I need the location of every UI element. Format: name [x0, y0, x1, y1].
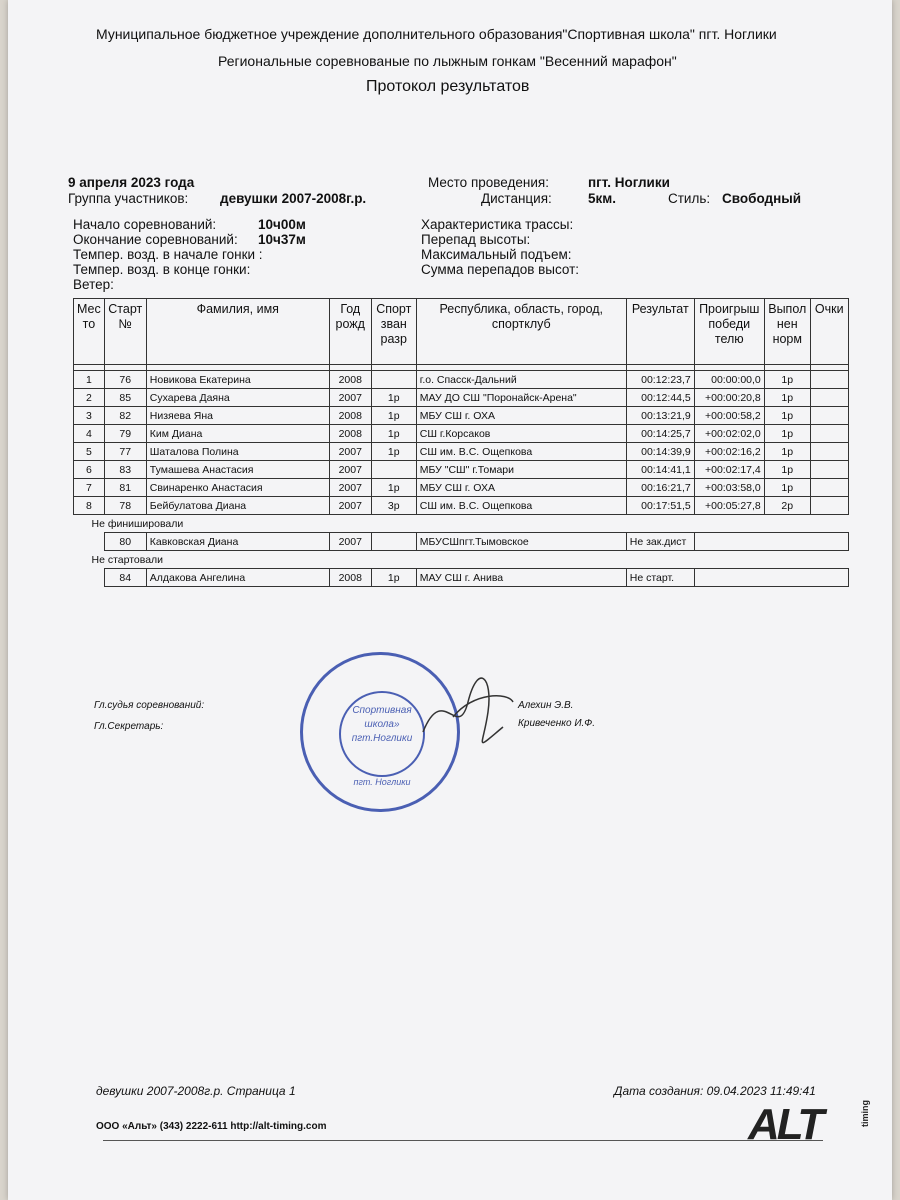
end-value: 10ч37м [258, 232, 306, 247]
cell-norm: 1р [764, 461, 810, 479]
table-row [74, 479, 849, 497]
cell-start: 80 [104, 533, 146, 551]
cell-empty [74, 569, 105, 587]
cell-rank: 1р [371, 407, 416, 425]
cell-name: Бейбулатова Диана [146, 497, 329, 515]
cell-behind: +00:00:58,2 [694, 407, 764, 425]
cell-points [810, 371, 848, 389]
cell-year: 2007 [329, 479, 371, 497]
cell-points [810, 389, 848, 407]
cell-year: 2008 [329, 407, 371, 425]
cell-name: Свинаренко Анастасия [146, 479, 329, 497]
cell-behind: +00:05:27,8 [694, 497, 764, 515]
cell-points [810, 479, 848, 497]
cell-behind: +00:02:02,0 [694, 425, 764, 443]
distance-value: 5км. [588, 191, 617, 206]
cell-start: 77 [104, 443, 146, 461]
cell-year: 2008 [329, 569, 371, 587]
table-row [74, 443, 849, 461]
cell-name: Кавковская Диана [146, 533, 329, 551]
stamp-line3: пгт.Ноглики [351, 733, 413, 744]
cell-place: 8 [74, 497, 105, 515]
cell-rank: 1р [371, 425, 416, 443]
cell-behind: 00:00:00,0 [694, 371, 764, 389]
judge-label: Гл.судья соревнований: [94, 700, 205, 711]
event-name: Региональные соревнованые по лыжным гонкам "Весенний марафон" [218, 53, 677, 69]
cell-result: 00:16:21,7 [626, 479, 694, 497]
group-value: девушки 2007-2008г.р. [220, 191, 367, 206]
cell-club: МБУ СШ г. ОХА [416, 407, 626, 425]
cell-rank: 1р [371, 479, 416, 497]
distance-label: Дистанция: [481, 191, 552, 206]
cell-rank: 1р [371, 389, 416, 407]
cell-club: МАУ ДО СШ "Поронайск-Арена" [416, 389, 626, 407]
cell-start: 82 [104, 407, 146, 425]
protocol-sheet [8, 0, 892, 1200]
cell-name: Новикова Екатерина [146, 371, 329, 389]
cell-result: 00:14:25,7 [626, 425, 694, 443]
cell-start: 83 [104, 461, 146, 479]
start-label: Начало соревнований: [73, 217, 217, 232]
cell-rank [371, 461, 416, 479]
table-row [74, 425, 849, 443]
signature-scribble [413, 672, 523, 762]
footer-created: Дата создания: 09.04.2023 11:49:41 [614, 1084, 816, 1098]
group-label: Группа участников: [68, 191, 189, 206]
cell-behind: +00:00:20,8 [694, 389, 764, 407]
table-row-dnf [74, 533, 849, 551]
cell-year: 2008 [329, 371, 371, 389]
start-value: 10ч00м [258, 217, 306, 232]
cell-start: 85 [104, 389, 146, 407]
cell-points [810, 407, 848, 425]
results-table [73, 298, 849, 587]
judge-name: Алехин Э.В. [518, 700, 574, 711]
place-label: Место проведения: [428, 175, 549, 190]
style-label: Стиль: [668, 191, 711, 206]
stamp-line1: Спортивная [352, 705, 412, 716]
cell-result: Не старт. [626, 569, 694, 587]
footer-divider [103, 1140, 823, 1141]
cell-place: 5 [74, 443, 105, 461]
cell-name: Шаталова Полина [146, 443, 329, 461]
drop-label: Перепад высоты: [421, 232, 531, 247]
temp-start-label: Темпер. возд. в начале гонки : [73, 247, 263, 262]
secretary-label: Гл.Секретарь: [94, 721, 164, 732]
cell-points [810, 425, 848, 443]
table-row [74, 461, 849, 479]
cell-name: Низяева Яна [146, 407, 329, 425]
cell-norm: 1р [764, 443, 810, 461]
cell-result: Не зак.дист [626, 533, 694, 551]
cell-club: СШ им. В.С. Ощепкова [416, 497, 626, 515]
temp-end-label: Темпер. возд. в конце гонки: [73, 262, 251, 277]
table-row [74, 497, 849, 515]
cell-place: 4 [74, 425, 105, 443]
org-name: Муниципальное бюджетное учреждение дополнительного образования"Спортивная школа" пгт. Ноглики [96, 26, 777, 42]
cell-norm: 1р [764, 425, 810, 443]
cell-name: Тумашева Анастасия [146, 461, 329, 479]
col-start: Старт № [104, 299, 146, 365]
cell-rank [371, 533, 416, 551]
cell-result: 00:12:44,5 [626, 389, 694, 407]
climb-label: Максимальный подъем: [421, 247, 572, 262]
cell-name: Ким Диана [146, 425, 329, 443]
sum-label: Сумма перепадов высот: [421, 262, 580, 277]
cell-behind: +00:02:16,2 [694, 443, 764, 461]
end-label: Окончание соревнований: [73, 232, 238, 247]
dnf-group-row [74, 515, 849, 533]
cell-name: Сухарева Даяна [146, 389, 329, 407]
alt-logo-small: timing [860, 1100, 870, 1127]
col-points: Очки [810, 299, 848, 365]
style-value: Свободный [722, 191, 802, 206]
cell-club: МБУСШпгт.Тымовское [416, 533, 626, 551]
cell-club: МБУ СШ г. ОХА [416, 479, 626, 497]
place-value: пгт. Ноглики [588, 175, 670, 190]
cell-place: 3 [74, 407, 105, 425]
cell-club: г.о. Спасск-Дальний [416, 371, 626, 389]
cell-club: МАУ СШ г. Анива [416, 569, 626, 587]
cell-norm: 1р [764, 389, 810, 407]
col-place: Мес то [74, 299, 105, 365]
cell-name: Алдакова Ангелина [146, 569, 329, 587]
table-header-row [74, 299, 849, 365]
event-date: 9 апреля 2023 года [68, 175, 195, 190]
cell-result: 00:14:41,1 [626, 461, 694, 479]
footer-company: ООО «Альт» (343) 2222-611 http://alt-timing.com [96, 1121, 327, 1132]
cell-empty [694, 533, 848, 551]
cell-norm: 2р [764, 497, 810, 515]
cell-rank [371, 371, 416, 389]
cell-start: 84 [104, 569, 146, 587]
table-row [74, 407, 849, 425]
col-result: Результат [626, 299, 694, 365]
cell-club: МБУ "СШ" г.Томари [416, 461, 626, 479]
col-name: Фамилия, имя [146, 299, 329, 365]
col-club: Республика, область, город, спортклуб [416, 299, 626, 365]
table-row [74, 389, 849, 407]
footer-page: девушки 2007-2008г.р. Страница 1 [96, 1084, 296, 1098]
cell-rank: 1р [371, 569, 416, 587]
cell-place: 1 [74, 371, 105, 389]
cell-norm: 1р [764, 479, 810, 497]
cell-place: 6 [74, 461, 105, 479]
cell-place: 7 [74, 479, 105, 497]
cell-points [810, 497, 848, 515]
cell-year: 2007 [329, 497, 371, 515]
stamp-bottom: пгт. Ноглики [353, 777, 411, 787]
cell-club: СШ им. В.С. Ощепкова [416, 443, 626, 461]
dnf-group-label: Не финишировали [91, 517, 184, 530]
cell-year: 2007 [329, 443, 371, 461]
cell-club: СШ г.Корсаков [416, 425, 626, 443]
cell-place: 2 [74, 389, 105, 407]
cell-start: 76 [104, 371, 146, 389]
stamp-line2: школа» [364, 719, 400, 730]
col-norm: Выпол нен норм [764, 299, 810, 365]
cell-result: 00:17:51,5 [626, 497, 694, 515]
col-rank: Спорт зван разр [371, 299, 416, 365]
wind-label: Ветер: [73, 277, 114, 292]
cell-empty [694, 569, 848, 587]
cell-rank: 1р [371, 443, 416, 461]
col-behind: Проигрыш победи телю [694, 299, 764, 365]
track-label: Характеристика трассы: [421, 217, 574, 232]
cell-year: 2008 [329, 425, 371, 443]
secretary-name: Кривеченко И.Ф. [518, 718, 595, 729]
alt-logo: ALT [748, 1100, 822, 1149]
cell-year: 2007 [329, 461, 371, 479]
cell-empty [74, 533, 105, 551]
cell-start: 81 [104, 479, 146, 497]
cell-rank: 3р [371, 497, 416, 515]
cell-points [810, 461, 848, 479]
page-title: Протокол результатов [366, 78, 530, 95]
cell-result: 00:14:39,9 [626, 443, 694, 461]
cell-start: 78 [104, 497, 146, 515]
cell-year: 2007 [329, 389, 371, 407]
cell-points [810, 443, 848, 461]
cell-norm: 1р [764, 371, 810, 389]
table-row [74, 371, 849, 389]
cell-behind: +00:03:58,0 [694, 479, 764, 497]
cell-result: 00:12:23,7 [626, 371, 694, 389]
cell-year: 2007 [329, 533, 371, 551]
cell-behind: +00:02:17,4 [694, 461, 764, 479]
cell-start: 79 [104, 425, 146, 443]
cell-norm: 1р [764, 407, 810, 425]
table-row-dns [74, 569, 849, 587]
col-year: Год рожд [329, 299, 371, 365]
dns-group-row [74, 551, 849, 569]
dns-group-label: Не стартовали [91, 553, 164, 566]
cell-result: 00:13:21,9 [626, 407, 694, 425]
